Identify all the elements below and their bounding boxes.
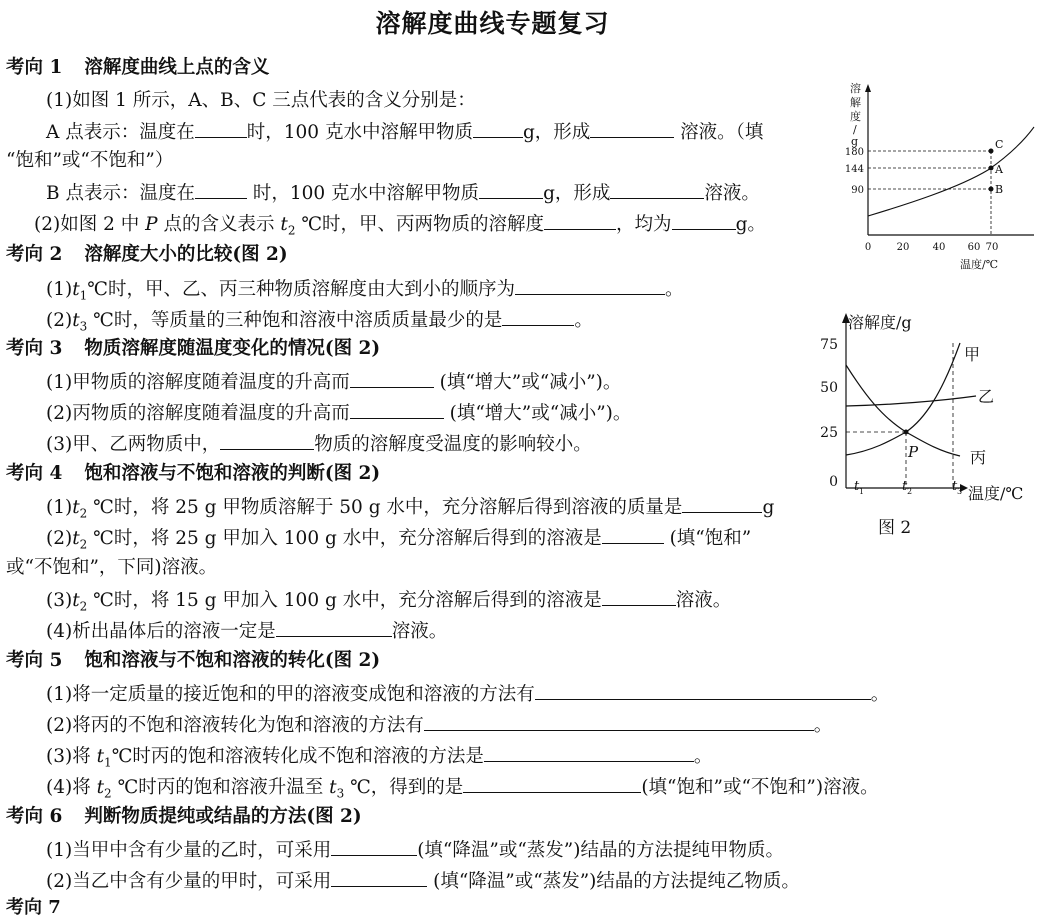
- figure-caption: 图 2: [878, 518, 912, 538]
- s6-question-2: (2)当乙中含有少量的甲时，可采用 (填“降温”或“蒸发”)结晶的方法提纯乙物质。: [46, 868, 800, 894]
- s4-question-1: $(1)t_2$ ℃时，将 25 g 甲物质溶解于 50 g 水中，充分溶解后得到溶液的质量是 g: [46, 494, 774, 526]
- answer-blank[interactable]: [195, 119, 247, 138]
- s5-question-2: (2)将丙的不饱和溶液转化为饱和溶液的方法有 。: [46, 712, 832, 738]
- curve-jia: [846, 343, 960, 455]
- cut-off-heading: 考向 7: [6, 897, 61, 918]
- x-tick-label: 20: [896, 242, 910, 253]
- answer-blank[interactable]: [350, 400, 444, 419]
- point-label: C: [995, 138, 1004, 151]
- figure-2-solubility-curves: [810, 305, 1039, 545]
- page-title: 溶解度曲线专题复习: [375, 9, 610, 38]
- answer-blank[interactable]: [590, 119, 674, 138]
- curve-label: 甲: [964, 345, 981, 364]
- section-title: 溶解度曲线上点的含义: [84, 57, 270, 78]
- answer-blank[interactable]: [350, 369, 434, 388]
- s5-question-1: (1)将一定质量的接近饱和的甲的溶液变成饱和溶液的方法有 。: [46, 681, 889, 707]
- x-tick-label: 70: [985, 242, 999, 253]
- s4-question-4: (4)析出晶体后的溶液一定是 溶液。: [46, 618, 447, 644]
- section-3-heading: 考向 3 物质溶解度随温度变化的情况(图 2): [6, 338, 381, 359]
- answer-blank[interactable]: [276, 618, 392, 637]
- answer-blank[interactable]: [484, 743, 694, 762]
- origin-label: 0: [829, 474, 838, 490]
- x-axis-label: 温度/℃: [968, 484, 1024, 503]
- answer-blank[interactable]: [672, 211, 736, 230]
- x-tick-label: t: [902, 479, 908, 494]
- answer-blank[interactable]: [535, 681, 871, 700]
- x-tick-label: 0: [864, 242, 872, 253]
- y-axis-label-char: g: [851, 135, 859, 148]
- y-axis-label: 溶解度/g: [848, 313, 912, 332]
- s5-question-3: (3)将 $t_1℃$时丙的饱和溶液转化成不饱和溶液的方法是 。: [46, 743, 712, 775]
- answer-blank[interactable]: [195, 180, 247, 199]
- s4-question-2: $(2)t_2$ ℃时，将 25 g 甲加入 100 g 水中，充分溶解后得到的溶液是 (填“饱和”: [46, 525, 751, 557]
- section-4-heading: 考向 4 饱和溶液与不饱和溶液的判断(图 2): [6, 463, 381, 484]
- section-2-heading: 考向 2 溶解度大小的比较(图 2): [6, 244, 288, 265]
- s1-question-2: (2)如图 2 中 P 点的含义表示 $t_2$ ℃时，甲、丙两物质的溶解度 ，均为 g。: [34, 211, 766, 243]
- section-1-heading: [6, 56, 269, 80]
- y-axis-label-char: 度: [850, 110, 861, 123]
- y-tick-label: 75: [820, 337, 838, 353]
- answer-blank[interactable]: [220, 431, 314, 450]
- s1-question-1: (1)如图 1 所示，A、B、C 三点代表的含义分别是：: [46, 90, 476, 111]
- y-axis-arrow: [865, 84, 871, 92]
- x-tick-label: t: [854, 479, 860, 494]
- y-tick-label: 180: [844, 147, 864, 158]
- section-5-heading: 考向 5 饱和溶液与不饱和溶液的转化(图 2): [6, 650, 381, 671]
- answer-blank[interactable]: [331, 868, 427, 887]
- y-tick-label: 25: [820, 425, 838, 441]
- y-tick-label: 50: [820, 380, 838, 396]
- point-c-marker: [989, 149, 994, 154]
- curve-bing: [846, 365, 960, 456]
- s2-question-2: $(2)t_3$ ℃时，等质量的三种饱和溶液中溶质质量最少的是 。: [46, 307, 593, 339]
- x-tick-label: t: [952, 479, 958, 494]
- curve-label: 乙: [978, 387, 995, 406]
- x-tick-subscript: 1: [859, 487, 865, 496]
- point-b-marker: [989, 187, 994, 192]
- point-label: B: [995, 183, 1004, 196]
- x-axis-label: 温度/℃: [960, 258, 999, 271]
- answer-blank[interactable]: [610, 180, 704, 199]
- s4-question-3: $(3)t_2$ ℃时，将 15 g 甲加入 100 g 水中，充分溶解后得到的溶液是 溶液。: [46, 587, 731, 619]
- answer-blank[interactable]: [463, 774, 641, 793]
- figure-1-solubility-curve: [838, 80, 1038, 275]
- y-tick-label: 144: [844, 164, 864, 175]
- s1-point-b: B 点表示：温度在 时，100 克水中溶解甲物质 g，形成 溶液。: [46, 180, 760, 206]
- point-p-label: P: [908, 443, 919, 461]
- point-p-marker: [904, 430, 909, 435]
- answer-blank[interactable]: [424, 712, 814, 731]
- answer-blank[interactable]: [602, 587, 676, 606]
- answer-blank[interactable]: [502, 307, 574, 326]
- y-axis-label-char: /: [853, 123, 857, 136]
- point-a-marker: [989, 166, 994, 171]
- y-axis-label-char: 解: [850, 96, 861, 109]
- point-label: A: [995, 163, 1003, 176]
- answer-blank[interactable]: [331, 837, 417, 856]
- s3-question-3: (3)甲、乙两物质中， 物质的溶解度受温度的影响较小。: [46, 431, 592, 457]
- y-tick-label: 90: [851, 185, 864, 196]
- answer-blank[interactable]: [473, 119, 523, 138]
- x-tick-subscript: 3: [957, 487, 963, 496]
- x-tick-label: 40: [932, 242, 946, 253]
- curve-label: 丙: [970, 448, 987, 467]
- s1-point-a-cont: “饱和”或“不饱和”）: [6, 150, 174, 171]
- s1-point-a: A 点表示：温度在 时，100 克水中溶解甲物质 g，形成 溶液。（填: [46, 119, 763, 145]
- y-axis-label-char: 溶: [850, 82, 861, 95]
- s5-question-4: (4)将 $t_2$ ℃时丙的饱和溶液升温至 $t_3$ ℃，得到的是 (填“饱和”或“不饱和”)溶液。: [46, 774, 879, 806]
- answer-blank[interactable]: [682, 494, 762, 513]
- curve-yi: [846, 396, 976, 406]
- s6-question-1: (1)当甲中含有少量的乙时，可采用 (填“降温”或“蒸发”)结晶的方法提纯甲物质。: [46, 837, 784, 863]
- answer-blank[interactable]: [544, 211, 616, 230]
- answer-blank[interactable]: [602, 525, 664, 544]
- answer-blank[interactable]: [479, 180, 543, 199]
- section-number: 考向 1: [6, 57, 63, 78]
- section-6-heading: 考向 6 判断物质提纯或结晶的方法(图 2): [6, 806, 362, 827]
- solubility-curve: [868, 127, 1034, 216]
- answer-blank[interactable]: [515, 276, 665, 295]
- x-tick-label: 60: [967, 242, 981, 253]
- s3-question-1: (1)甲物质的溶解度随着温度的升高而 (填“增大”或“减小”)。: [46, 369, 621, 395]
- s2-question-1: $(1)t_1℃$时，甲、乙、丙三种物质溶解度由大到小的顺序为 。: [46, 276, 684, 308]
- s3-question-2: (2)丙物质的溶解度随着温度的升高而 (填“增大”或“减小”)。: [46, 400, 631, 426]
- s4-question-2-cont: 或“不饱和”，下同)溶液。: [6, 557, 218, 578]
- x-tick-subscript: 2: [907, 487, 913, 496]
